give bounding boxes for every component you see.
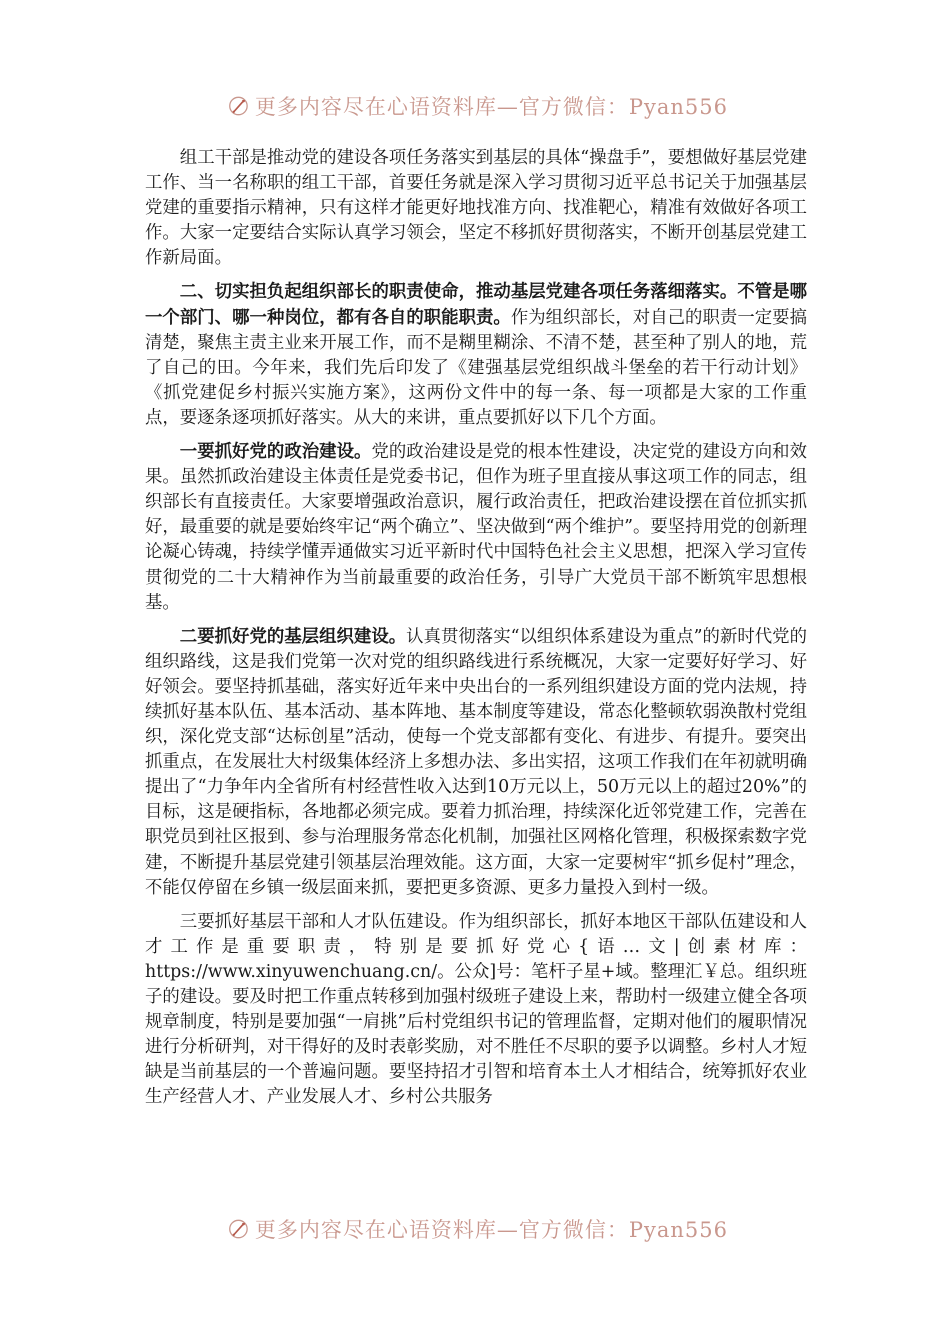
quill-pen-icon (228, 1211, 249, 1247)
paragraph-4 (145, 625, 807, 901)
paragraph-2 (145, 280, 807, 431)
header-watermark-banner (228, 86, 728, 126)
paragraph-text: 组工干部是推动党的建设各项任务落实到基层的具体“操盘手”，要想做好基层党建工作、当一名称职的组工干部，首要任务就是深入学习贯彻习近平总书记关于加强基层党建的重要指示精神，只有这样才能更好地找准方向、找准靶心，精准有效做好各项工作。大家一定要结合实际认真学习领会，坚定不移抓好贯彻落实，不断开创基层党建工作新局面。 (145, 148, 807, 269)
quill-pen-icon (228, 88, 249, 124)
paragraph-lead: 二、切实担负起组织部长的职责使命，推动基层党建各项任务落细落实。不管是哪一个部门、哪一种岗位，都有各自的职能职责。 (145, 282, 807, 328)
paragraph-text: 党的政治建设是党的根本性建设，决定党的建设方向和效果。虽然抓政治建设主体责任是党委书记，但作为班子里直接从事这项工作的同志，组织部长有直接责任。大家要增强政治意识，履行政治责任，把政治建设摆在首位抓实抓好，最重要的就是要始终牢记“两个确立”、坚决做到“两个维护”。要坚持用党的创新理论凝心铸魂，持续学懂弄通做实习近平新时代中国特色社会主义思想，把深入学习宣传贯彻党的二十大精神作为当前最重要的政治任务，引导广大党员干部不断筑牢思想根基。 (145, 442, 807, 613)
paragraph-5 (145, 910, 807, 1111)
paragraph-3 (145, 440, 807, 616)
paragraph-text: 认真贯彻落实“以组织体系建设为重点”的新时代党的组织路线，这是我们党第一次对党的组织路线进行系统概况，大家一定要好好学习、好好领会。要坚持抓基础，落实好近年来中央出台的一系列组织建设方面的党内法规，持续抓好基本队伍、基本活动、基本阵地、基本制度等建设，常态化整顿软弱涣散村党组织，深化党支部“达标创星”活动，使每一个党支部都有变化、有进步、有提升。要突出抓重点，在发展壮大村级集体经济上多想办法、多出实招，这项工作我们在年初就明确提出了“力争年内全省所有村经营性收入达到10万元以上，50万元以上的超过20%”的目标，这是硬指标，各地都必须完成。要着力抓治理，持续深化近邻党建工作，完善在职党员到社区报到、参与治理服务常态化机制，加强社区网格化管理，积极探索数字党建，不断提升基层党建引领基层治理效能。这方面，大家一定要树牢“抓乡促村”理念，不能仅停留在乡镇一级层面来抓，要把更多资源、更多力量投入到村一级。 (145, 626, 807, 898)
watermark-text: 更多内容尽在心语资料库—官方微信：Pyan556 (254, 95, 728, 119)
footer-watermark-banner (228, 1209, 728, 1249)
paragraph-lead: 一要抓好党的政治建设。 (179, 442, 372, 463)
paragraph-text: 作为组织部长，对自己的职责一定要搞清楚，聚焦主责主业来开展工作，而不是糊里糊涂、不清不楚，甚至种了别人的地，荒了自己的田。今年来，我们先后印发了《建强基层党组织战斗堡垒的若干行动计划》《抓党建促乡村振兴实施方案》，这两份文件中的每一条、每一项都是大家的工作重点，要逐条逐项抓好落实。从大的来讲，重点要抓好以下几个方面。 (145, 307, 807, 428)
document-body (145, 146, 807, 1119)
paragraph-lead: 二要抓好党的基层组织建设。 (179, 626, 407, 647)
paragraph-1 (145, 146, 807, 271)
paragraph-text: 三要抓好基层干部和人才队伍建设。作为组织部长，抓好本地区干部队伍建设和人才工作是重要职责，特别是要抓好党心{语…文|创素材库：https://www.xinyuwenchuang.cn/。公众]号：笔杆子星+域。整理汇￥总。组织班子的建设。要及时把工作重点转移到加强村级班子建设上来，帮助村一级建立健全各项规章制度，特别是要加强“一肩挑”后村党组织书记的管理监督，定期对他们的履职情况进行分析研判，对干得好的及时表彰奖励，对不胜任不尽职的要予以调整。乡村人才短缺是当前基层的一个普遍问题。要坚持招才引智和培育本土人才相结合，统筹抓好农业生产经营人才、产业发展人才、乡村公共服务 (145, 911, 807, 1108)
watermark-text: 更多内容尽在心语资料库—官方微信：Pyan556 (254, 1218, 728, 1242)
